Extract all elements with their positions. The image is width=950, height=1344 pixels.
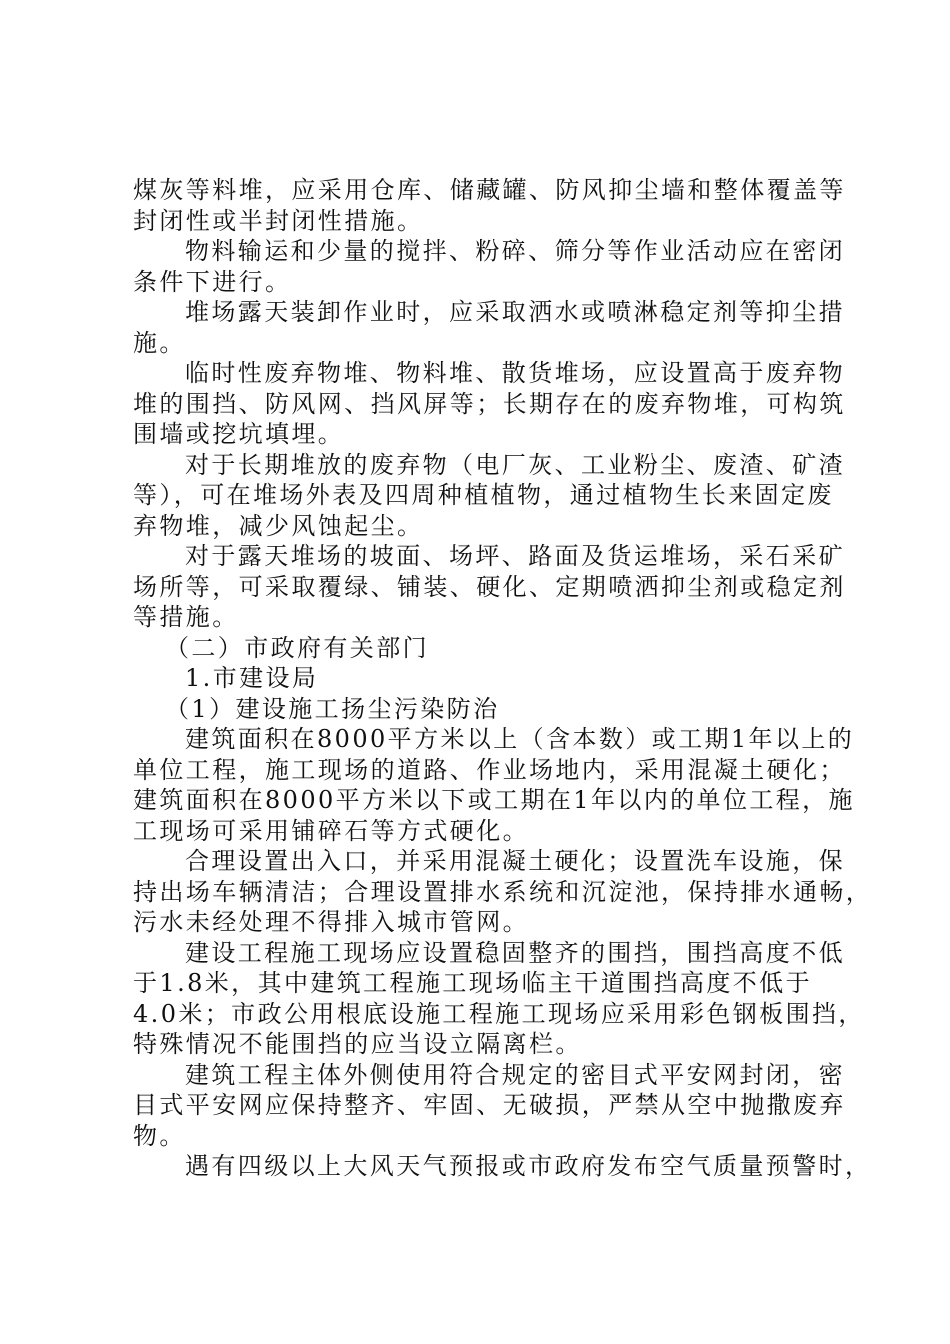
text-line: 等措施。 — [133, 603, 239, 631]
text-line: （1）建设施工扬尘污染防治 — [165, 694, 500, 723]
text-line: 单位工程，施工现场的道路、作业场地内，采用混凝土硬化； — [133, 755, 846, 784]
text-line: 堆场露天装卸作业时，应采取洒水或喷淋稳定剂等抑尘措 — [185, 298, 845, 326]
text-line: 合理设置出入口，并采用混凝土硬化；设置洗车设施，保 — [185, 847, 845, 875]
text-line: 对于露天堆场的坡面、场坪、路面及货运堆场，采石采矿 — [185, 542, 845, 570]
text-line: 工现场可采用铺碎石等方式硬化。 — [133, 816, 529, 845]
text-line: 特殊情况不能围挡的应当设立隔离栏。 — [133, 1030, 582, 1058]
text-line: 临时性废弃物堆、物料堆、散货堆场，应设置高于废弃物 — [185, 359, 845, 387]
text-line: 煤灰等料堆，应采用仓库、储藏罐、防风抑尘墙和整体覆盖等 — [133, 176, 846, 204]
text-line: 4.0米；市政公用根底设施工程施工现场应采用彩色钢板围挡， — [133, 999, 865, 1028]
text-line: 围墙或挖坑填埋。 — [133, 420, 345, 448]
text-line: 物料输运和少量的搅拌、粉碎、筛分等作业活动应在密闭 — [185, 237, 845, 265]
text-line: 建筑面积在8000平方米以上（含本数）或工期1年以上的 — [185, 725, 855, 753]
text-line: 条件下进行。 — [133, 267, 292, 296]
text-line: 对于长期堆放的废弃物（电厂灰、工业粉尘、废渣、矿渣 — [185, 450, 845, 479]
text-line: 持出场车辆清洁；合理设置排水系统和沉淀池，保持排水通畅， — [133, 877, 873, 906]
text-line: 等），可在堆场外表及四周种植植物，通过植物生长来固定废 — [133, 481, 834, 509]
text-line: 于1.8米，其中建筑工程施工现场临主干道围挡高度不低于 — [133, 969, 812, 997]
text-line: 建筑工程主体外侧使用符合规定的密目式平安网封闭，密 — [185, 1060, 845, 1089]
text-line: 弃物堆，减少风蚀起尘。 — [133, 511, 424, 540]
text-line: （二）市政府有关部门 — [165, 633, 429, 662]
text-line: 施。 — [133, 328, 186, 357]
text-line: 污水未经处理不得排入城市管网。 — [133, 908, 529, 936]
text-line: 封闭性或半封闭性措施。 — [133, 206, 424, 235]
text-line: 建设工程施工现场应设置稳固整齐的围挡，围挡高度不低 — [185, 938, 845, 967]
text-line: 目式平安网应保持整齐、牢固、无破损，严禁从空中抛撒废弃 — [133, 1091, 846, 1119]
text-line: 场所等，可采取覆绿、铺装、硬化、定期喷洒抑尘剂或稳定剂 — [133, 572, 846, 601]
text-line: 1.市建设局 — [185, 664, 319, 692]
text-line: 建筑面积在8000平方米以下或工期在1年以内的单位工程，施 — [133, 786, 855, 814]
text-line: 堆的围挡、防风网、挡风屏等；长期存在的废弃物堆，可构筑 — [133, 389, 846, 418]
text-line: 遇有四级以上大风天气预报或市政府发布空气质量预警时， — [185, 1152, 872, 1180]
text-line: 物。 — [133, 1121, 186, 1150]
